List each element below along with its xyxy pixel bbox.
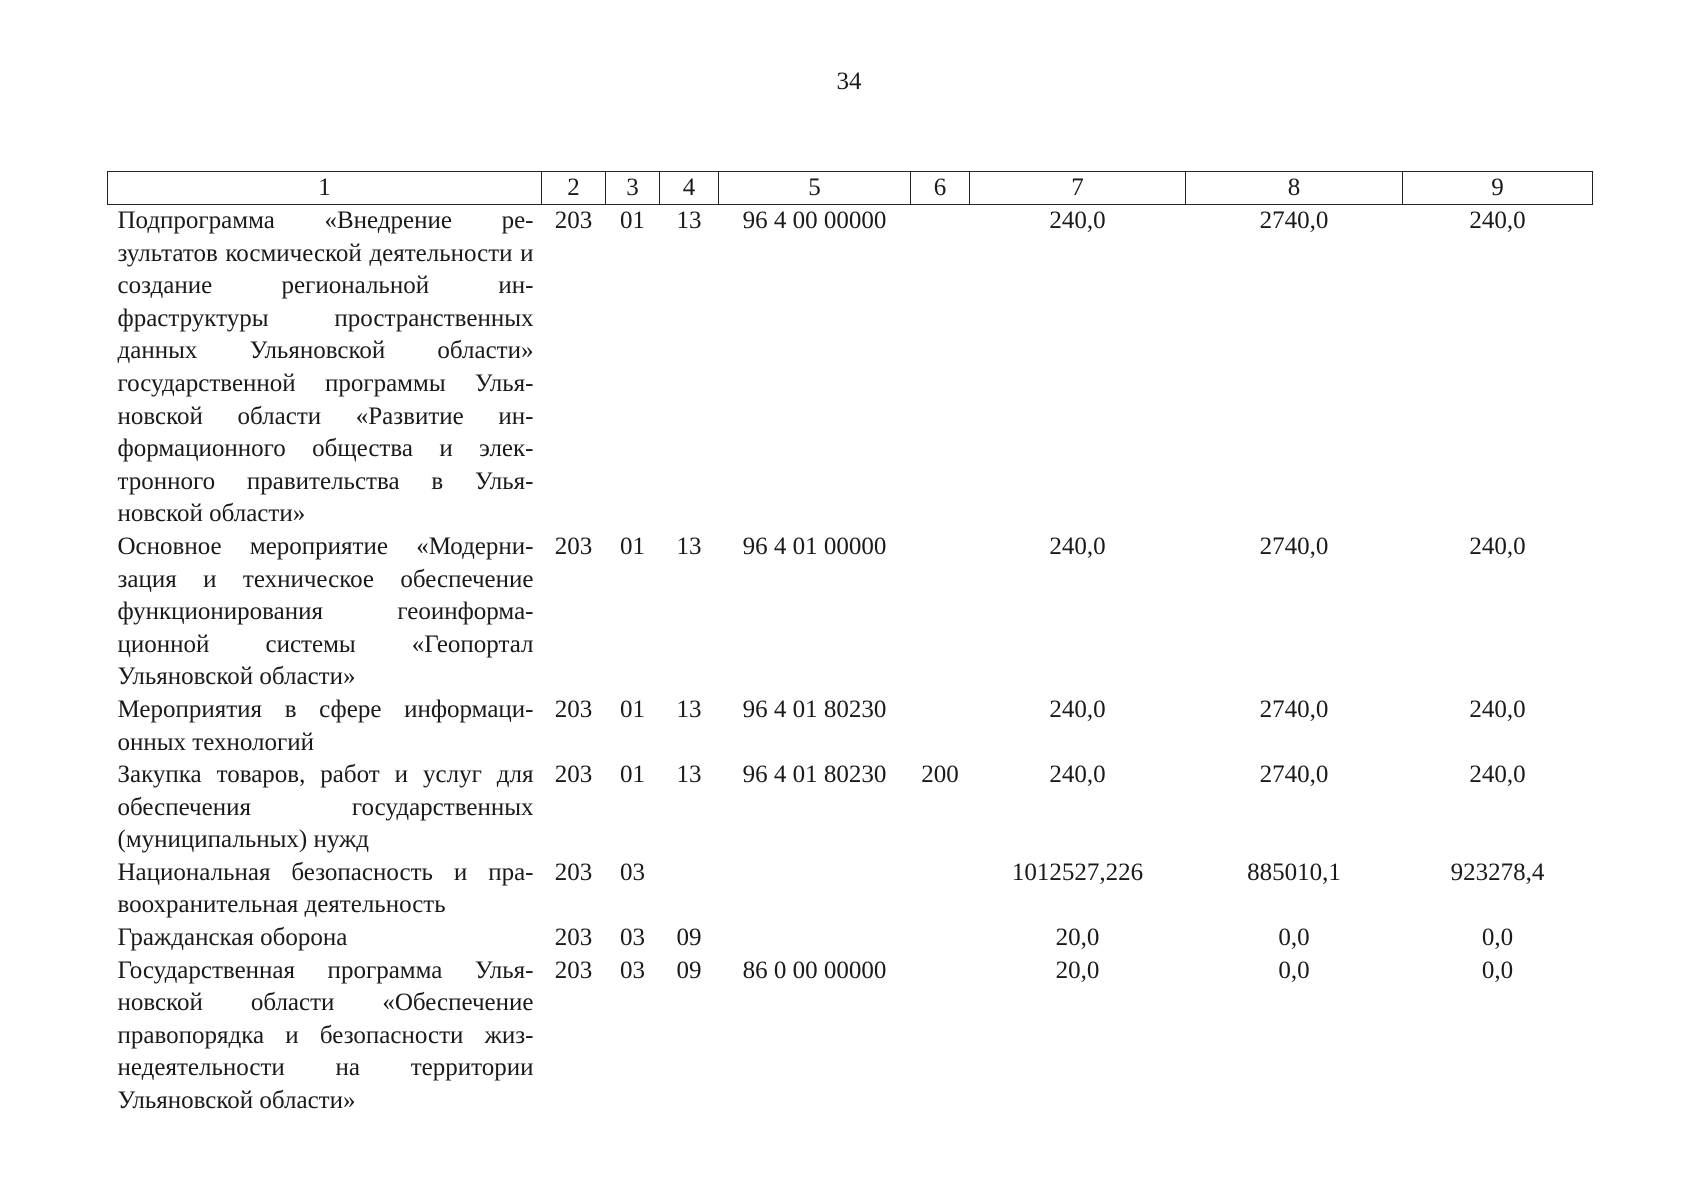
amount-col-8: 2740,0 bbox=[1259, 761, 1329, 789]
table-row bbox=[108, 694, 1593, 759]
column-header-3: 3 bbox=[606, 172, 660, 205]
amount-col-8: 2740,0 bbox=[1259, 695, 1329, 723]
column-header-6: 6 bbox=[911, 172, 970, 205]
code-expense-type bbox=[911, 205, 970, 531]
table-row bbox=[108, 955, 1593, 1118]
column-header-7: 7 bbox=[970, 172, 1186, 205]
code-subsection: 13 bbox=[676, 695, 702, 723]
item-name: Национальная безопасность и правоохранительная деятельность bbox=[117, 858, 534, 919]
code-expense-type bbox=[911, 922, 970, 955]
code-expense-type: 200 bbox=[921, 761, 959, 789]
table-row bbox=[108, 759, 1593, 857]
column-header-4: 4 bbox=[660, 172, 719, 205]
budget-table bbox=[107, 171, 1593, 1118]
amount-col-9: 240,0 bbox=[1469, 207, 1526, 234]
code-expense-type bbox=[911, 694, 970, 759]
code-section: 03 bbox=[620, 956, 645, 984]
table-row bbox=[108, 205, 1593, 531]
table-row bbox=[108, 531, 1593, 694]
amount-col-7: 240,0 bbox=[1049, 761, 1106, 789]
code-expense-type bbox=[911, 955, 970, 1118]
column-header-9: 9 bbox=[1403, 172, 1593, 205]
code-subsection: 13 bbox=[676, 532, 702, 560]
code-administrator: 203 bbox=[554, 924, 593, 952]
amount-col-9: 240,0 bbox=[1469, 761, 1526, 789]
page-number: 34 bbox=[836, 68, 862, 95]
item-name: Подпрограмма «Внедрение результатов космической деятельности и создание региональной инфраструктуры пространственных данных Ульяновской области» государственной программы Ульяновской области «Развитие информационного общества и электронного правительства в Ульяновской области» bbox=[117, 207, 534, 528]
amount-col-7: 1012527,226 bbox=[1011, 858, 1144, 886]
table-row bbox=[108, 857, 1593, 922]
item-name: Мероприятия в сфере информационных технологий bbox=[117, 695, 534, 756]
amount-col-8: 885010,1 bbox=[1247, 858, 1341, 886]
item-name: Основное мероприятие «Модернизация и техническое обеспечение функционирования геоинформационной системы «Геопортал Ульяновской области» bbox=[117, 532, 534, 691]
code-subsection: 09 bbox=[676, 956, 702, 984]
table-row bbox=[108, 922, 1593, 955]
code-administrator: 203 bbox=[554, 761, 593, 789]
amount-col-8: 0,0 bbox=[1278, 956, 1310, 984]
code-target-article bbox=[719, 922, 911, 955]
code-subsection: 13 bbox=[676, 207, 702, 234]
item-name: Государственная программа Ульяновской области «Обеспечение правопорядка и безопасности жизнедеятельности на территории Ульяновской области» bbox=[117, 956, 534, 1115]
code-target-article: 86 0 00 00000 bbox=[742, 956, 887, 984]
item-name: Закупка товаров, работ и услуг для обеспечения государственных (муниципальных) нужд bbox=[117, 761, 534, 854]
amount-col-9: 0,0 bbox=[1481, 924, 1514, 952]
code-subsection: 13 bbox=[676, 761, 702, 789]
column-number-header-row bbox=[108, 172, 1593, 205]
code-target-article: 96 4 01 00000 bbox=[742, 532, 887, 560]
column-header-2: 2 bbox=[542, 172, 606, 205]
code-administrator: 203 bbox=[554, 207, 593, 234]
code-administrator: 203 bbox=[554, 956, 593, 984]
code-subsection bbox=[660, 857, 719, 922]
code-section: 01 bbox=[620, 695, 645, 723]
amount-col-8: 0,0 bbox=[1278, 924, 1310, 952]
amount-col-9: 240,0 bbox=[1469, 532, 1526, 560]
code-target-article: 96 4 00 00000 bbox=[742, 207, 887, 234]
code-expense-type bbox=[911, 857, 970, 922]
code-target-article bbox=[719, 857, 911, 922]
column-header-1: 1 bbox=[108, 172, 542, 205]
code-section: 01 bbox=[620, 207, 645, 234]
column-header-8: 8 bbox=[1186, 172, 1403, 205]
code-expense-type bbox=[911, 531, 970, 694]
code-target-article: 96 4 01 80230 bbox=[742, 761, 887, 789]
amount-col-9: 923278,4 bbox=[1450, 858, 1545, 886]
code-administrator: 203 bbox=[554, 695, 593, 723]
code-administrator: 203 bbox=[554, 532, 593, 560]
code-target-article: 96 4 01 80230 bbox=[742, 695, 887, 723]
amount-col-7: 240,0 bbox=[1049, 695, 1106, 723]
code-section: 03 bbox=[620, 924, 645, 952]
amount-col-7: 240,0 bbox=[1049, 532, 1106, 560]
code-subsection: 09 bbox=[676, 924, 702, 952]
amount-col-7: 240,0 bbox=[1049, 207, 1106, 234]
amount-col-7: 20,0 bbox=[1055, 924, 1100, 952]
code-section: 01 bbox=[620, 532, 645, 560]
amount-col-7: 20,0 bbox=[1055, 956, 1100, 984]
column-header-5: 5 bbox=[719, 172, 911, 205]
code-section: 03 bbox=[620, 858, 645, 886]
item-name: Гражданская оборона bbox=[117, 924, 348, 952]
amount-col-9: 240,0 bbox=[1469, 695, 1526, 723]
code-administrator: 203 bbox=[554, 858, 593, 886]
amount-col-8: 2740,0 bbox=[1259, 532, 1329, 560]
amount-col-8: 2740,0 bbox=[1259, 207, 1329, 234]
amount-col-9: 0,0 bbox=[1481, 956, 1514, 984]
code-section: 01 bbox=[620, 761, 645, 789]
